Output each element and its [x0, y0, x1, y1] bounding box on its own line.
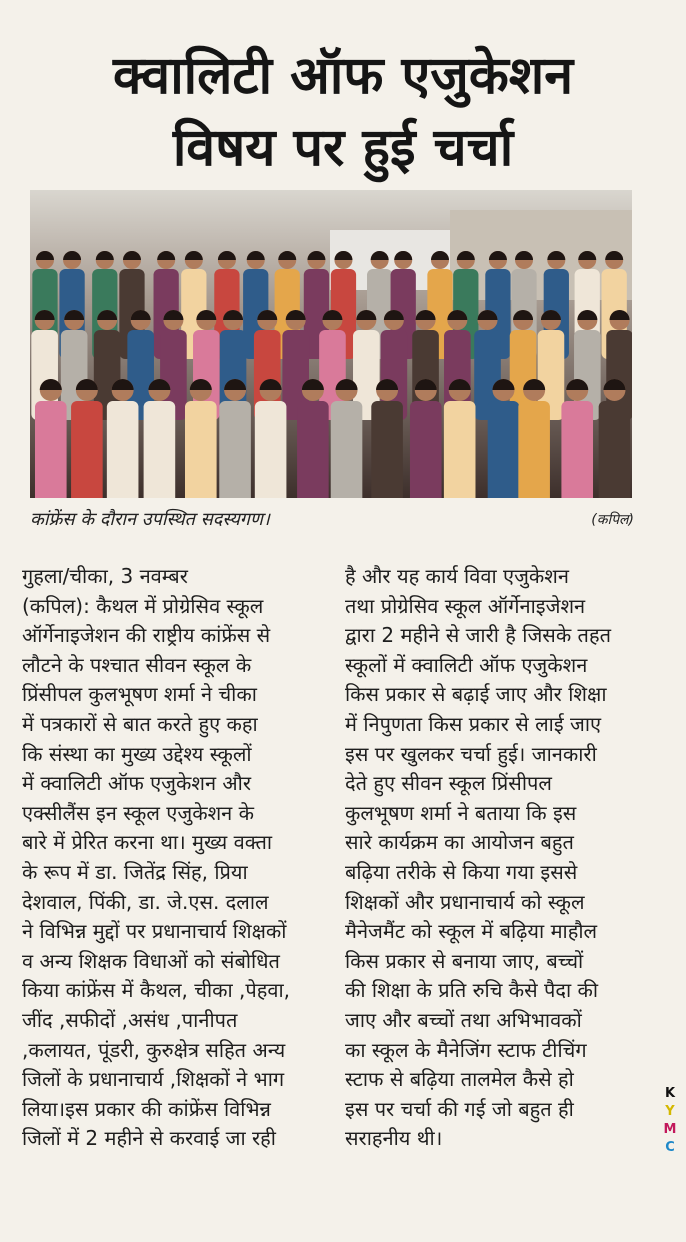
- article-line: जिलों के प्रधानाचार्य ,शिक्षकों ने भाग: [22, 1067, 285, 1092]
- article-line: इस पर खुलकर चर्चा हुई। जानकारी: [345, 741, 597, 766]
- article-line: मैनेजमैंट को स्कूल में बढ़िया माहौल: [345, 919, 598, 944]
- article-line: में क्वालिटी ऑफ एजुकेशन और: [22, 771, 252, 796]
- headline: [0, 40, 686, 184]
- article-line: द्वारा 2 महीने से जारी है जिसके तहत: [345, 623, 611, 648]
- article-line: ऑर्गेनाइजेशन की राष्ट्रीय कांफ्रेंस से: [22, 623, 271, 648]
- cmyk-m: M: [663, 1122, 677, 1137]
- article-line: कुलभूषण शर्मा ने बताया कि इस: [345, 800, 577, 825]
- caption-text: कांफ्रेंस के दौरान उपस्थित सदस्यगण।: [30, 509, 270, 530]
- article-line: किया कांफ्रेंस में कैथल, चीका ,पेहवा,: [22, 978, 291, 1003]
- article-line: लौटने के पश्चात सीवन स्कूल के: [22, 652, 252, 677]
- article-line: जाए और बच्चों तथा अभिभावकों: [345, 1007, 582, 1032]
- article-line: देशवाल, पिंकी, डा. जे.एस. दलाल: [22, 889, 269, 914]
- article-line: व अन्य शिक्षक विधाओं को संबोधित: [22, 948, 280, 973]
- group-photo: [30, 190, 632, 498]
- article-line: सारे कार्यक्रम का आयोजन बहुत: [345, 830, 574, 855]
- article-line: किस प्रकार से बनाया जाए, बच्चों: [345, 948, 584, 973]
- headline-line-1: क्वालिटी ऑफ एजुकेशन: [112, 46, 574, 106]
- article-line: जिलों में 2 महीने से करवाई जा रही: [22, 1126, 276, 1151]
- article-line: बारे में प्रेरित करना था। मुख्य वक्ता: [22, 830, 273, 855]
- article-line: (कपिल): कैथल में प्रोग्रेसिव स्कूल: [22, 593, 264, 618]
- article-line: ,कलायत, पूंडरी, कुरुक्षेत्र सहित अन्य: [22, 1037, 286, 1062]
- article-line: प्रिंसीपल कुलभूषण शर्मा ने चीका: [22, 682, 257, 707]
- article-line: में पत्रकारों से बात करते हुए कहा: [22, 711, 258, 736]
- cmyk-print-mark: [662, 1085, 678, 1157]
- article-line: ने विभिन्न मुद्दों पर प्रधानाचार्य शिक्षकों: [22, 919, 287, 944]
- article-line: स्टाफ से बढ़िया तालमेल कैसे हो: [345, 1067, 574, 1092]
- cmyk-c: C: [665, 1140, 675, 1155]
- article-line: कि संस्था का मुख्य उद्देश्य स्कूलों: [22, 741, 252, 766]
- article-line: के रूप में डा. जितेंद्र सिंह, प्रिया: [22, 859, 248, 884]
- photo-caption: [30, 507, 634, 533]
- cmyk-y: Y: [665, 1104, 675, 1119]
- article-line: का स्कूल के मैनेजिंग स्टाफ टीचिंग: [345, 1037, 587, 1062]
- headline-line-2: विषय पर हुई चर्चा: [172, 118, 514, 178]
- article-line: जींद ,सफीदों ,असंध ,पानीपत: [22, 1007, 238, 1032]
- article-line: है और यह कार्य विवा एजुकेशन: [345, 564, 569, 588]
- article-line: एक्सीलैंस इन स्कूल एजुकेशन के: [22, 800, 254, 825]
- group-photo-icon: [30, 190, 632, 498]
- article-line: तथा प्रोग्रेसिव स्कूल ऑर्गेनाइजेशन: [345, 593, 586, 618]
- article-line: स्कूलों में क्वालिटी ऑफ एजुकेशन: [345, 652, 588, 677]
- article-column-2: [345, 562, 655, 1154]
- article-line: में निपुणता किस प्रकार से लाई जाए: [345, 711, 602, 736]
- article-line: शिक्षकों और प्रधानाचार्य को स्कूल: [345, 889, 585, 914]
- article-line: गुहला/चीका, 3 नवम्बर: [22, 564, 188, 588]
- article-line: किस प्रकार से बढ़ाई जाए और शिक्षा: [345, 682, 607, 707]
- article-line: लिया।इस प्रकार की कांफ्रेंस विभिन्न: [22, 1096, 271, 1121]
- cmyk-k: K: [664, 1086, 676, 1101]
- article-line: सराहनीय थी।: [345, 1126, 443, 1151]
- article-line: देते हुए सीवन स्कूल प्रिंसीपल: [345, 771, 552, 796]
- article-column-1: [22, 562, 320, 1154]
- article-line: इस पर चर्चा की गई जो बहुत ही: [345, 1096, 574, 1121]
- article-line: की शिक्षा के प्रति रुचि कैसे पैदा की: [345, 978, 599, 1003]
- caption-credit: (कपिल): [591, 512, 634, 528]
- article-line: बढ़िया तरीके से किया गया इससे: [345, 859, 578, 884]
